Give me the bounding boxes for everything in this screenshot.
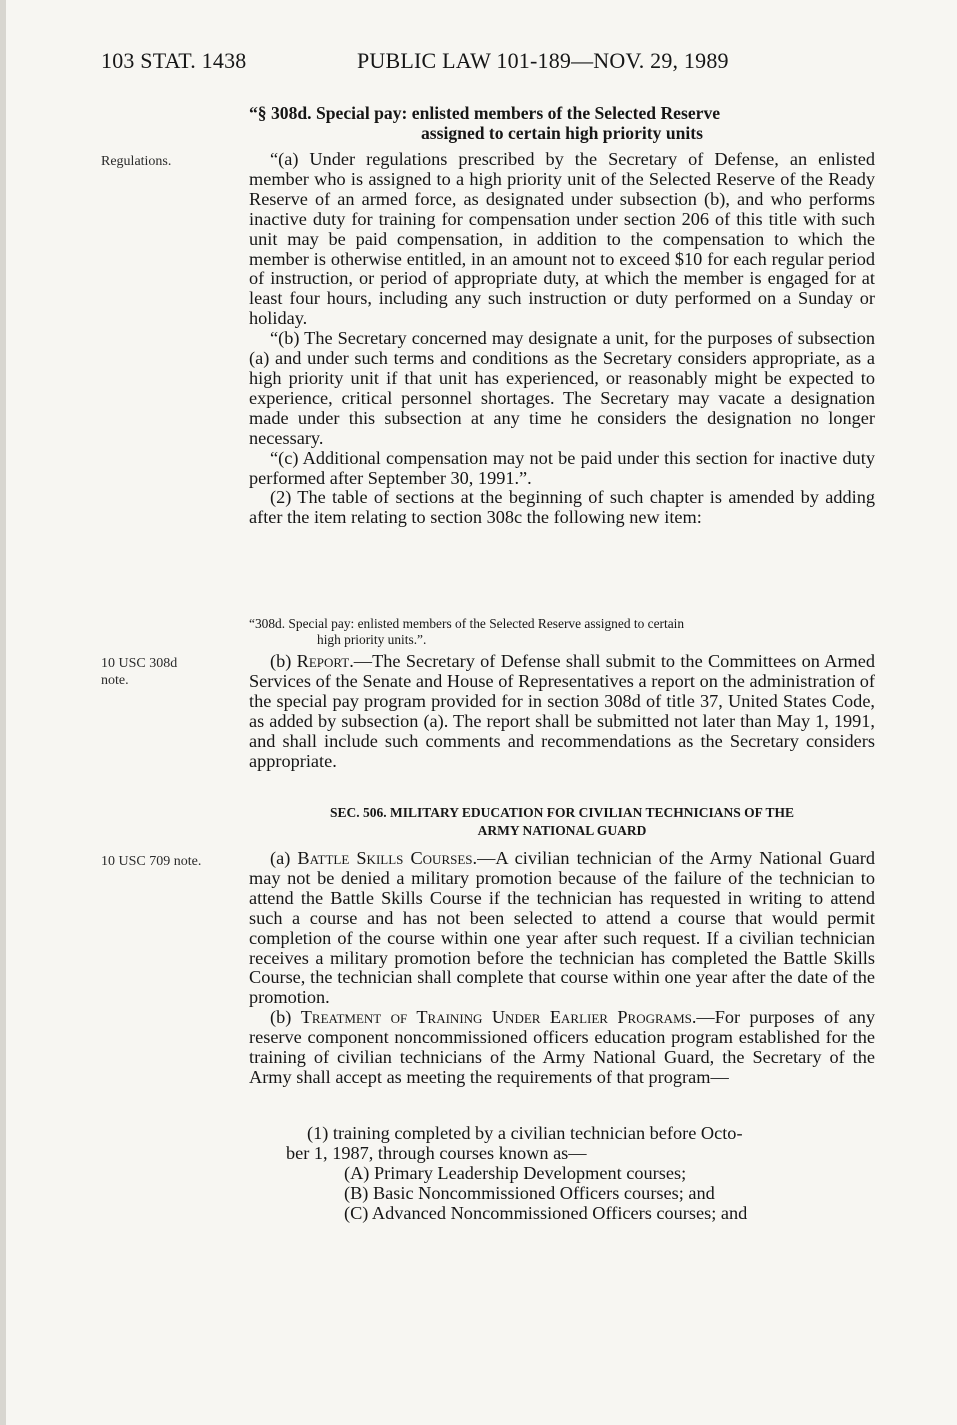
list-item-B: (B) Basic Noncommissioned Officers courses; and (344, 1183, 715, 1203)
table-item-line2: high priority units.”. (317, 632, 427, 647)
section-506-heading-line1: SEC. 506. MILITARY EDUCATION FOR CIVILIAN TECHNICIANS OF THE (329, 805, 795, 820)
para-a-text: .—A civilian technician of the Army National Guard may not be denied a military promotion because of the failure of the technician to attend the Battle Skills Course if the technician has requested in writing to attend such a course and has not been selected to attend a course that would permit completion of the course within one year after such request. If a civilian technician receives a military promotion before the technician has completed the Battle Skills Course, the technician shall complete that course within one year after the date of the promotion. (249, 848, 875, 1008)
report-paragraph (249, 652, 875, 771)
margin-note-usc-308d-note: note. (101, 673, 129, 688)
section-506-heading (249, 804, 875, 840)
section-308d-heading-line2: assigned to certain high priority units (420, 122, 703, 143)
table-item-line1: “308d. Special pay: enlisted members of the Selected Reserve assigned to certain (249, 616, 685, 631)
battle-skills-heading: Battle Skills Courses (297, 848, 473, 868)
earlier-programs-heading: Treatment of Training Under Earlier Programs (300, 1007, 692, 1028)
margin-note-regulations: Regulations. (101, 154, 172, 169)
list-item-1 (307, 1124, 875, 1144)
report-heading: Report (296, 651, 350, 671)
paragraph-c: “(c) Additional compensation may not be paid under this section for inactive duty performed after September 30, 1991.”. (249, 447, 875, 488)
report-text: .—The Secretary of Defense shall submit to the Committees on Armed Services of the Senate and House of Representatives a report on the administration of the special pay program provided for in section 308d of title 37, United States Code, as added by subsection (a). The report shall be submitted not later than May 1, 1991, and shall include such comments and recommendations as the Secretary considers appropriate. (249, 651, 876, 771)
para-b-lead: (b) (270, 1007, 301, 1028)
para-b-text: .—For purposes of any reserve component noncommissioned officers education program established for the training of civilian technicians of the Army National Guard, the Secretary of the Army shall accept as meeting the requirements of that program— (249, 1007, 875, 1087)
section-308d-body (249, 150, 875, 528)
list-item-1-continued: ber 1, 1987, through courses known as— (286, 1143, 587, 1163)
paragraph-b: “(b) The Secretary concerned may designate a unit, for the purposes of subsection (a) and under such terms and conditions as the Secretary considers appropriate, as a high priority unit if that unit has experienced, or reasonably might be expected to experience, critical personnel shortages. The Secretary may vacate a designation made under this subsection at any time he considers the designation no longer necessary. (249, 328, 875, 448)
report-lead: (b) (270, 651, 297, 671)
page-header (101, 48, 881, 82)
table-of-sections-item (249, 616, 875, 648)
stat-page-number: 103 STAT. 1438 (101, 48, 247, 73)
section-308d-number: “§ 308d. (249, 103, 312, 123)
public-law-title: PUBLIC LAW 101-189—NOV. 29, 1989 (357, 48, 729, 73)
section-506-body (249, 849, 875, 1088)
para-a-lead: (a) (270, 848, 298, 868)
section-308d-title-1: Special pay: enlisted members of the Selected Reserve (315, 103, 721, 123)
paragraph-2: (2) The table of sections at the beginning of such chapter is amended by adding after the item relating to section 308c the following new item: (249, 487, 875, 528)
paragraph-a: “(a) Under regulations prescribed by the Secretary of Defense, an enlisted member who is assigned to a high priority unit of the Selected Reserve of the Ready Reserve of an armed force, as designated under subsection (b), and who performs inactive duty for training for compensation under section 206 of this title with such unit may be paid compensation, in addition to the compensation to which the member is otherwise entitled, in an amount not to exceed $10 for each regular period of instruction, or period of appropriate duty, at which the member is engaged for at least four hours, including any such instruction or duty performed on a Sunday or holiday. (249, 149, 875, 329)
list-item-C: (C) Advanced Noncommissioned Officers courses; and (344, 1203, 748, 1223)
section-308d-heading (249, 104, 875, 144)
section-506-paragraph-b (249, 1008, 875, 1088)
section-506-paragraph-a (249, 849, 875, 1008)
margin-note-usc-308d: 10 USC 308d (101, 656, 178, 671)
list-item-A: (A) Primary Leadership Development courses; (344, 1163, 687, 1183)
section-308d-heading-line1 (249, 104, 875, 124)
list-item-1-line1: (1) training completed by a civilian technician before Octo- (307, 1123, 743, 1143)
section-506-heading-line2: ARMY NATIONAL GUARD (477, 823, 647, 838)
margin-note-usc-709: 10 USC 709 note. (101, 854, 202, 869)
scan-edge (0, 0, 6, 1425)
